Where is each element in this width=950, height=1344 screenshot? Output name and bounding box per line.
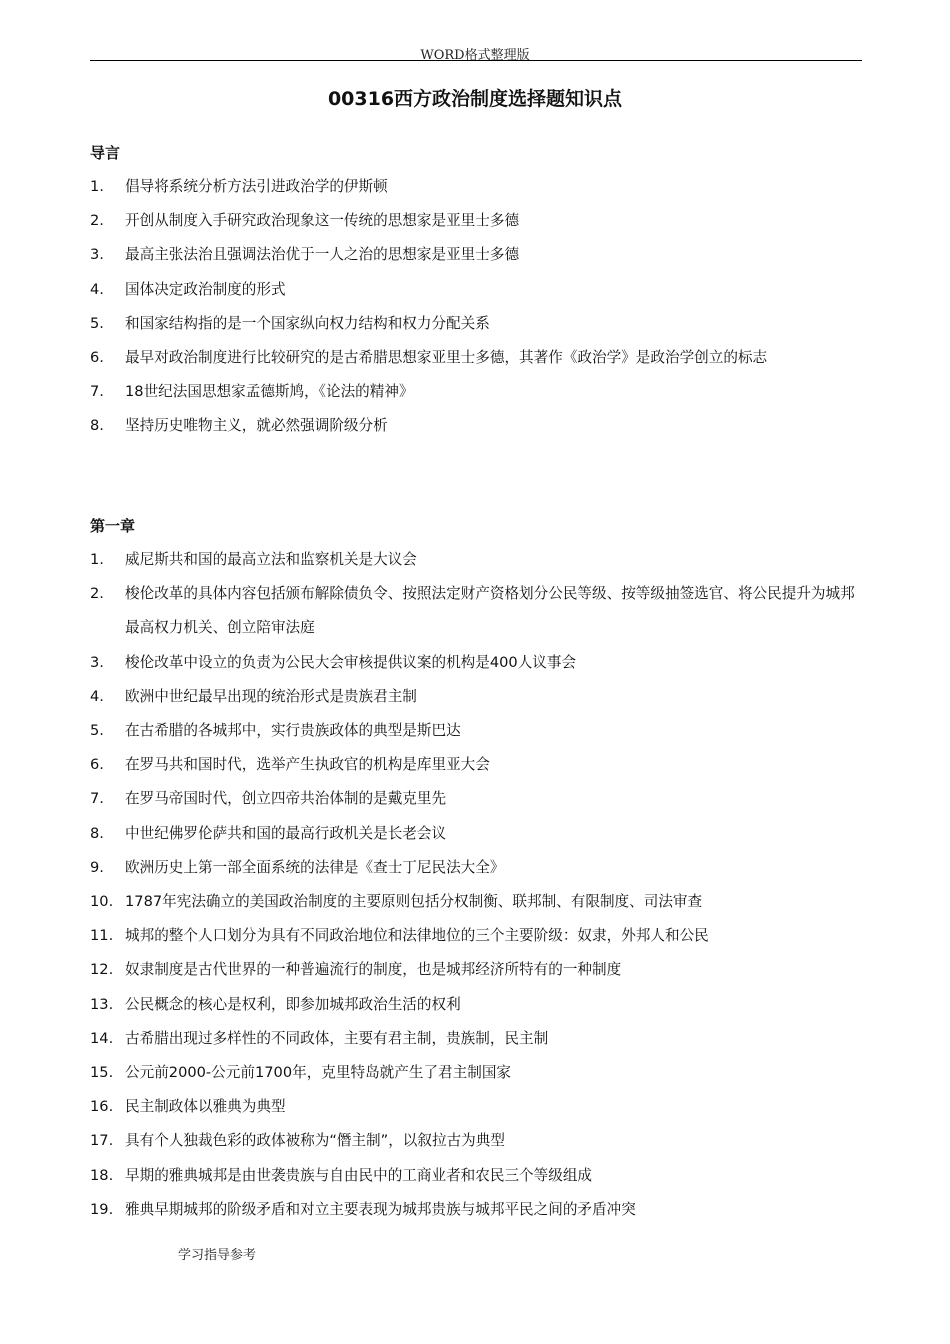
item-number: 2. — [90, 212, 104, 230]
item-text: 最早对政治制度进行比较研究的是古希腊思想家亚里士多德，其著作《政治学》是政治学创立的标志 — [125, 349, 768, 367]
item-list — [90, 170, 862, 444]
page-header: WORD格式整理版 — [420, 48, 530, 63]
list-item — [90, 782, 862, 816]
list-item — [90, 919, 862, 953]
item-number: 4. — [90, 687, 104, 705]
item-text: 欧洲中世纪最早出现的统治形式是贵族君主制 — [125, 687, 417, 705]
item-number: 3. — [90, 653, 104, 671]
item-number: 17. — [90, 1132, 114, 1150]
item-number: 2. — [90, 585, 104, 603]
list-item — [90, 577, 862, 645]
list-item — [90, 1056, 862, 1090]
item-number: 12. — [90, 961, 114, 979]
item-number: 8. — [90, 824, 104, 842]
list-item — [90, 543, 862, 577]
list-item — [90, 885, 862, 919]
list-item — [90, 307, 862, 341]
item-text: 在古希腊的各城邦中，实行贵族政体的典型是斯巴达 — [125, 722, 461, 740]
item-number: 4. — [90, 280, 104, 298]
item-list — [90, 543, 862, 1227]
item-number: 5. — [90, 314, 104, 332]
list-item — [90, 204, 862, 238]
list-item — [90, 851, 862, 885]
item-text: 国体决定政治制度的形式 — [125, 280, 286, 298]
section-chapter-1 — [90, 513, 862, 1227]
section-heading: 第一章 — [90, 517, 136, 535]
item-number: 16. — [90, 1098, 114, 1116]
list-item — [90, 988, 862, 1022]
header-divider — [90, 60, 862, 61]
item-number: 8. — [90, 417, 104, 435]
list-item — [90, 1022, 862, 1056]
item-text: 威尼斯共和国的最高立法和监察机关是大议会 — [125, 551, 417, 568]
item-text: 早期的雅典城邦是由世袭贵族与自由民中的工商业者和农民三个等级组成 — [125, 1166, 593, 1184]
item-text: 18世纪法国思想家孟德斯鸠，《论法的精神》 — [125, 383, 414, 401]
item-text: 开创从制度入手研究政治现象这一传统的思想家是亚里士多德 — [125, 212, 520, 230]
list-item — [90, 646, 862, 680]
list-item — [90, 170, 862, 204]
item-text: 古希腊出现过多样性的不同政体，主要有君主制，贵族制，民主制 — [125, 1029, 549, 1047]
item-number: 6. — [90, 756, 104, 774]
list-item — [90, 1124, 862, 1158]
list-item — [90, 1090, 862, 1124]
list-item — [90, 375, 862, 409]
section-intro — [90, 140, 862, 444]
item-text: 最高主张法治且强调法治优于一人之治的思想家是亚里士多德 — [125, 246, 520, 264]
item-number: 14. — [90, 1029, 114, 1047]
item-text: 雅典早期城邦的阶级矛盾和对立主要表现为城邦贵族与城邦平民之间的矛盾冲突 — [125, 1200, 636, 1218]
item-number: 18. — [90, 1166, 114, 1184]
item-number: 1. — [90, 178, 104, 195]
item-number: 15. — [90, 1064, 114, 1082]
item-text: 1787年宪法确立的美国政治制度的主要原则包括分权制衡、联邦制、有限制度、司法审查 — [125, 893, 703, 911]
item-number: 7. — [90, 383, 104, 401]
list-item — [90, 680, 862, 714]
section-heading: 导言 — [90, 144, 121, 162]
item-number: 1. — [90, 551, 104, 568]
item-text: 中世纪佛罗伦萨共和国的最高行政机关是长老会议 — [125, 824, 447, 842]
list-item — [90, 409, 862, 443]
list-item — [90, 1193, 862, 1227]
item-text: 梭伦改革的具体内容包括颁布解除债负令、按照法定财产资格划分公民等级、按等级抽签选官、将公民提升为城邦最高权力机关、创立陪审法庭 — [125, 585, 855, 637]
page-footer: 学习指导参考 — [178, 1248, 257, 1263]
list-item — [90, 341, 862, 375]
item-text: 民主制政体以雅典为典型 — [125, 1098, 286, 1116]
item-number: 3. — [90, 246, 104, 264]
list-item — [90, 953, 862, 987]
item-number: 5. — [90, 722, 104, 740]
item-text: 倡导将系统分析方法引进政治学的伊斯顿 — [125, 178, 388, 195]
item-number: 13. — [90, 995, 114, 1013]
list-item — [90, 714, 862, 748]
list-item — [90, 1159, 862, 1193]
item-text: 城邦的整个人口划分为具有不同政治地位和法律地位的三个主要阶级：奴隶，外邦人和公民 — [125, 927, 709, 945]
item-text: 坚持历史唯物主义，就必然强调阶级分析 — [125, 417, 388, 435]
item-number: 11. — [90, 927, 114, 945]
list-item — [90, 273, 862, 307]
item-text: 公民概念的核心是权利，即参加城邦政治生活的权利 — [125, 995, 461, 1013]
item-number: 10. — [90, 893, 114, 911]
item-text: 在罗马共和国时代，选举产生执政官的机构是库里亚大会 — [125, 756, 490, 774]
item-text: 欧洲历史上第一部全面系统的法律是《查士丁尼民法大全》 — [125, 858, 505, 876]
document-title: 00316西方政治制度选择题知识点 — [327, 88, 623, 110]
item-text: 奴隶制度是古代世界的一种普遍流行的制度，也是城邦经济所特有的一种制度 — [125, 961, 622, 979]
item-text: 具有个人独裁色彩的政体被称为“僭主制”，以叙拉古为典型 — [125, 1132, 505, 1150]
list-item — [90, 817, 862, 851]
item-text: 公元前2000-公元前1700年，克里特岛就产生了君主制国家 — [125, 1064, 512, 1082]
list-item — [90, 238, 862, 272]
item-number: 7. — [90, 790, 104, 808]
item-number: 6. — [90, 349, 104, 367]
item-text: 梭伦改革中设立的负责为公民大会审核提供议案的机构是400人议事会 — [125, 653, 577, 671]
item-text: 和国家结构指的是一个国家纵向权力结构和权力分配关系 — [125, 314, 490, 332]
item-text: 在罗马帝国时代，创立四帝共治体制的是戴克里先 — [125, 790, 447, 808]
list-item — [90, 748, 862, 782]
item-number: 9. — [90, 858, 104, 876]
item-number: 19. — [90, 1200, 114, 1218]
